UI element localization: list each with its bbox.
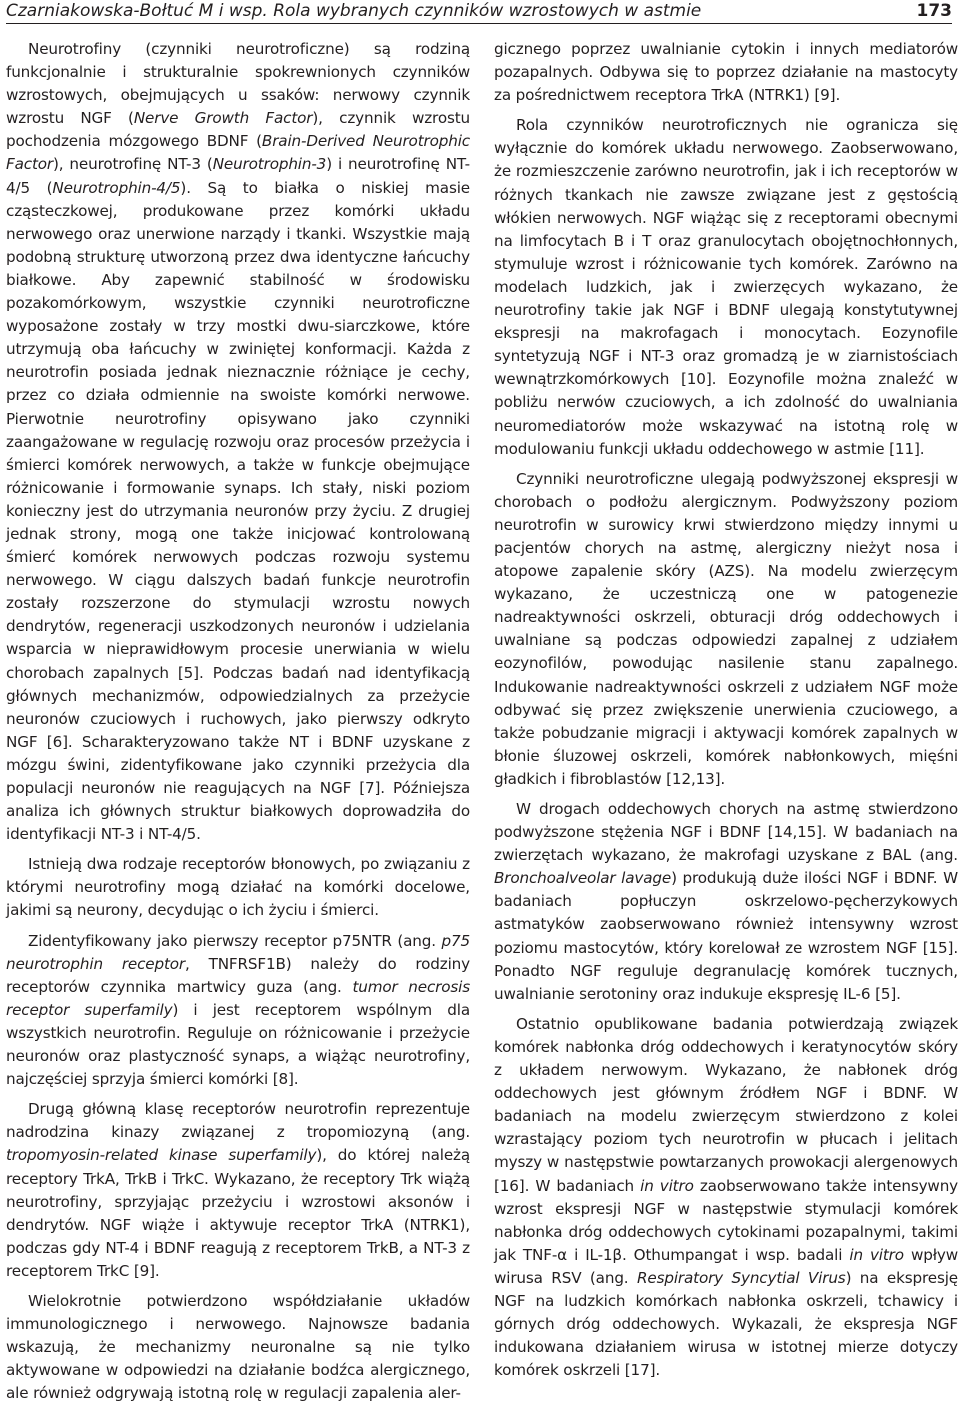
paragraph-immune-nervous: Wielokrotnie potwierdzono współdziałanie układów immunologicznego i nerwowego. Najnowsze badania wskazują, że mechanizmy neuronalne są nie tylko aktywowane w odpowiedzi na działanie bodźca alergicznego, ale również odgrywają istotną rolę w regulacji zapalenia aler- — [6, 1291, 470, 1403]
paragraph-non-neuronal-role: Rola czynników neurotroficznych nie ogranicza się wyłącznie do komórek układu nerwowego. Zaobserwowano, że rozmieszczenie zarówno neurotrofin, jak i ich receptorów w różnych tkankach nie zawsze związane jest z gęstością włókien nerwowych. NGF wiążąc się z receptorami obecnymi na limfocytach B i T oraz granulocytach obojętnochłonnych, stymuluje wzrost i różnicowanie tych komórek. Zarówno na modelach ludzkich, jak i zwierzęcych wykazano, że neurotrofiny takie jak NGF i BDNF ulegają konstytutywnej ekspresji na makrofagach i monocytach. Eozynofile syntetyzują NGF i NT-3 oraz gromadzą je w ziarnistościach wewnątrzkomórkowych [10]. Eozynofile można znaleźć w pobliżu nerwów czuciowych, a ich zdolność do uwalniania neuromediatorów może wskazywać na istotną rolę w modulowaniu funkcji układu oddechowego w astmie [11]. — [494, 116, 958, 458]
paragraph-trk-receptors: Drugą główną klasę receptorów neurotrofin reprezentuje nadrodzina kinazy związanej z tropomiozyną (ang. tropomyosin-related kinase superfamily), do której należą receptory TrkA, TrkB i TrkC. Wykazano, że receptory Trk wiążą neurotrofiny, sprzyjając przeżyciu i wzrostowi aksonów i dendrytów. NGF wiąże i aktywuje receptor TrkA (NTRK1), podczas gdy NT-4 i BDNF reagują z receptorem TrkB, a NT-3 z receptorem TrkC [9]. — [6, 1100, 470, 1280]
left-column — [6, 38, 470, 1412]
paragraph-allergic-diseases: Czynniki neurotroficzne ulegają podwyższonej ekspresji w chorobach o podłożu alergicznym. Podwyższony poziom neurotrofin w surowicy krwi stwierdzono między innymi u pacjentów chorych na astmę, alergiczny nieżyt nosa i atopowe zapalenie skóry (AZS). Na modelu zwierzęcym wykazano, że uczestniczą one w patogenezie nadreaktywności oskrzeli, obturacji dróg oddechowych i uwalniane są podczas odpowiedzi zapalnej z udziałem eozynofilów, powodując nasilenie stanu zapalnego. Indukowanie nadreaktywności oskrzeli z udziałem NGF może odbywać się przez zwiększenie unerwienia czuciowego, a także pobudzanie migracji i aktywacji komórek zapalnych w błonie śluzowej oskrzeli, komórek nabłonkowych, mięśni gładkich i fibroblastów [12,13]. — [494, 469, 958, 788]
page-number: 173 — [916, 1, 952, 21]
paragraph-receptor-types: Istnieją dwa rodzaje receptorów błonowych, po związaniu z którymi neurotrofiny mogą działać na komórki docelowe, jakimi są neurony, decydując o ich życiu i śmierci. — [6, 855, 470, 920]
header-rule — [6, 23, 952, 24]
right-column — [494, 38, 958, 1389]
page-header — [6, 0, 952, 26]
paragraph-neurotrophins-intro: Neurotrofiny (czynniki neurotroficzne) są rodziną funkcjonalnie i strukturalnie spokrewnionych czynników wzrostowych, obejmujących u ssaków: nerwowy czynnik wzrostu NGF (Nerve Growth Factor), czynnik wzrostu pochodzenia mózgowego BDNF (Brain-Derived Neurotrophic Factor), neurotrofinę NT-3 (Neurotrophin-3) i neurotrofinę NT-4/5 (Neurotrophin-4/5). Są to białka o niskiej masie cząsteczkowej, produkowane przez komórki układu nerwowego oraz unerwione narządy i tkanki. Wszystkie mają podobną strukturę utworzoną przez dwa identyczne łańcuchy białkowe. Aby zapewnić stabilność w środowisku pozakomórkowym, wszystkie czynniki neurotroficzne wyposażone zostały w trzy mostki dwu-siarczkowe, które utrzymują oba łańcuchy w zwiniętej konformacji. Każda z neurotrofin posiada jednak nieznacznie różniące je cechy, przez co działa odmiennie na swoiste komórki nerwowe. Pierwotnie neurotrofiny opisywano jako czynniki zaangażowane w regulację rozwoju oraz procesów przeżycia i śmierci komórek nerwowych, a także w funkcje obejmujące różnicowanie i formowanie synaps. Ich stały, niski poziom konieczny jest do utrzymania neuronów przy życiu. Z drugiej jednak strony, mogą one także inicjować kontrolowaną śmierć komórek nerwowych podczas rozwoju systemu nerwowego. W ciągu dalszych badań funkcje neurotrofin zostały rozszerzone do stymulacji wzrostu nowych dendrytów, regeneracji uszkodzonych neuronów i udzielania wsparcia w nieprawidłowym procesie unerwiania w wielu chorobach zapalnych [5]. Podczas badań nad identyfikacją głównych mechanizmów, odpowiedzialnych za przeżycie neuronów czuciowych i ruchowych, jako pierwszy odkryto NGF [6]. Scharakteryzowano także NT i BDNF uzyskane z mózgu świni, zidentyfikowane jako czynniki przeżycia dla populacji neuronów nie reagujących na NGF [7]. Późniejsza analiza ich głównych struktur białkowych doprowadziła do identyfikacji NT-3 i NT-4/5. — [6, 40, 470, 844]
paragraph-p75ntr: Zidentyfikowany jako pierwszy receptor p75NTR (ang. p75 neurotrophin receptor, TNFRSF1B) należy do rodziny receptorów czynnika martwicy guza (ang. tumor necrosis receptor superfamily) i jest receptorem wspólnym dla wszystkich neurotrofin. Reguluje on różnicowanie i przeżycie neuronów oraz plastyczność synaps, a wiążąc neurotrofiny, najczęściej sprzyja śmierci komórki [8]. — [6, 931, 471, 1089]
paragraph-continuation: gicznego poprzez uwalnianie cytokin i innych mediatorów pozapalnych. Odbywa się to poprzez działanie na mastocyty za pośrednictwem receptora TrkA (NTRK1) [9]. — [494, 40, 958, 105]
paragraph-asthma-airways: W drogach oddechowych chorych na astmę stwierdzono podwyższone stężenia NGF i BDNF [14,15]. W badaniach na zwierzętach wykazano, że makrofagi uzyskane z BAL (ang. Bronchoalveolar lavage) produkują duże ilości NGF i BDNF. W badaniach popłuczyn oskrzelowo-pęcherzykowych astmatyków zaobserwowano również intensywny wzrost poziomu mastocytów, który korelował ze wzrostem NGF [15]. Ponadto NGF reguluje degranulację komórek tucznych, uwalnianie serotoniny oraz indukuje ekspresję IL-6 [5]. — [494, 800, 958, 1003]
paragraph-epithelium: Ostatnio opublikowane badania potwierdzają związek komórek nabłonka dróg oddechowych i keratynocytów skóry z układem nerwowym. Wykazano, że nabłonek dróg oddechowych jest głównym źródłem NGF i BDNF. W badaniach na modelu zwierzęcym stwierdzono z kolei wzrastający poziom tych neurotrofin w płucach i jelitach myszy w następstwie powtarzanych prowokacji alergenowych [16]. W badaniach in vitro zaobserwowano także intensywny wzrost ekspresji NGF w następstwie stymulacji komórek nabłonka dróg oddechowych cytokinami pozapalnymi, takimi jak TNF-α i IL-1β. Othumpangat i wsp. badali in vitro wpływ wirusa RSV (ang. Respiratory Syncytial Virus) na ekspresję NGF na ludzkich komórkach nabłonka oskrzeli, tchawicy i górnych dróg oddechowych. Wykazali, że ekspresja NGF indukowana działaniem wirusa w istotnej mierze dotyczy komórek oskrzeli [17]. — [494, 1014, 959, 1380]
running-title: Czarniakowska-Bołtuć M i wsp. Rola wybranych czynników wzrostowych w astmie — [6, 1, 702, 21]
